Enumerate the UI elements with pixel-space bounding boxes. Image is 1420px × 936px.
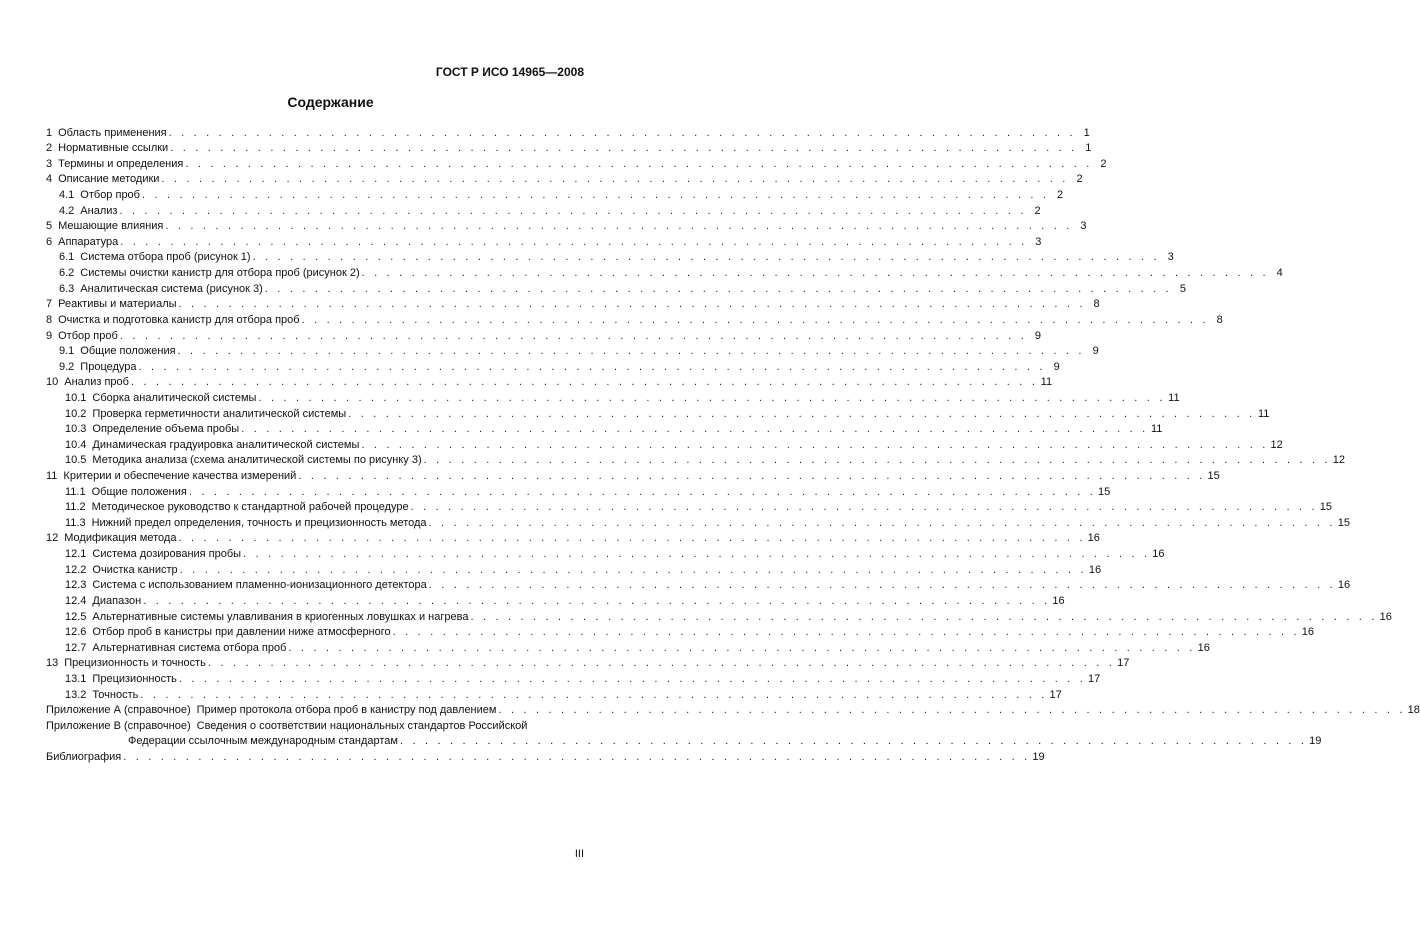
toc-entry-number: 4 [46, 173, 53, 186]
toc-entry-number: 1 [46, 126, 53, 139]
toc-entry-page: 19 [1309, 735, 1322, 748]
toc-entry[interactable] [46, 514, 1350, 530]
toc-entry-number: 4.1 [59, 189, 75, 202]
toc-entry-page: 16 [1088, 563, 1102, 576]
dot-leader: . . . . . . . . . . . . . . . . . . . . . . . . . . . . . . . . . . . . . . . . . . . . . . . . . . . . . . . . . . . . . . . . . . . . . . . . . [410, 501, 1318, 514]
toc-entry-page: 9 [1034, 329, 1041, 342]
dot-leader: . . . . . . . . . . . . . . . . . . . . . . . . . . . . . . . . . . . . . . . . . . . . . . . . . . . . . . . . . . . . . . . . . . . . . . . . . [178, 532, 1086, 545]
toc-entry[interactable] [46, 624, 1315, 640]
toc-entry[interactable] [46, 124, 1090, 140]
dot-leader: . . . . . . . . . . . . . . . . . . . . . . . . . . . . . . . . . . . . . . . . . . . . . . . . . . . . . . . . . . . . . . . . . . . . . . . . . [392, 626, 1300, 639]
toc-entry-title: Термины и определения [58, 157, 184, 170]
toc-entry-page: 3 [1035, 235, 1042, 248]
toc-entry[interactable] [46, 171, 1083, 187]
toc-entry-page: 15 [1337, 516, 1350, 529]
toc-entry[interactable] [46, 499, 1333, 515]
dot-leader: . . . . . . . . . . . . . . . . . . . . . . . . . . . . . . . . . . . . . . . . . . . . . . . . . . . . . . . . . . . . . . . . . . . . . . . . . [168, 126, 1076, 139]
toc-entry-number: 11.3 [65, 516, 86, 529]
toc-entry-page: 16 [1337, 579, 1351, 592]
toc-entry-title: Аппаратура [58, 235, 119, 248]
toc-entry-title: Прецизионность [92, 672, 177, 685]
toc-entry-title: Проверка герметичности аналитической системы [92, 407, 347, 420]
toc-entry-title: Общие положения [80, 345, 176, 358]
toc-entry-number: 12.6 [65, 626, 87, 639]
toc-entry-page: 11 [1168, 391, 1180, 404]
toc-entry-title: Нормативные ссылки [58, 142, 169, 155]
toc-entry[interactable] [46, 655, 1130, 671]
toc-entry[interactable] [46, 186, 1064, 202]
page-title: Содержание [287, 94, 374, 110]
appendix-title: Пример протокола отбора проб в канистру под давлением [196, 704, 497, 717]
toc-entry[interactable] [46, 670, 1101, 686]
toc-entry-page: 2 [1057, 189, 1064, 202]
toc-bibliography[interactable] [46, 748, 1045, 764]
toc-entry-page: 4 [1276, 267, 1283, 280]
toc-entry[interactable] [46, 561, 1102, 577]
toc-entry-number: 10 [46, 376, 59, 389]
toc-entry-number: 6 [46, 235, 53, 248]
dot-leader: . . . . . . . . . . . . . . . . . . . . . . . . . . . . . . . . . . . . . . . . . . . . . . . . . . . . . . . . . . . . . . . . . . . . . . . . . [123, 750, 1031, 763]
toc-entry-title: Сборка аналитической системы [92, 391, 257, 404]
toc-entry-page: 19 [1032, 750, 1045, 763]
dot-leader: . . . . . . . . . . . . . . . . . . . . . . . . . . . . . . . . . . . . . . . . . . . . . . . . . . . . . . . . . . . . . . . . . . . . . . . . . [141, 189, 1050, 202]
toc-entry[interactable] [46, 592, 1065, 608]
toc-entry-title: Альтернативные системы улавливания в криогенных ловушках и нагрева [92, 610, 469, 623]
toc-entry-title: Очистка канистр [92, 563, 178, 576]
dot-leader: . . . . . . . . . . . . . . . . . . . . . . . . . . . . . . . . . . . . . . . . . . . . . . . . . . . . . . . . . . . . . . . . . . . . . . . . . [165, 220, 1073, 233]
toc-entry[interactable] [46, 483, 1111, 499]
page-number: III [574, 848, 584, 860]
appendix-title-line2: Федерации ссылочным международным стандартам [128, 735, 398, 748]
bibliography-title: Библиография [46, 750, 122, 763]
dot-leader: . . . . . . . . . . . . . . . . . . . . . . . . . . . . . . . . . . . . . . . . . . . . . . . . . . . . . . . . . . . . . . . . . . . . . . . . . [243, 548, 1151, 561]
toc-entry[interactable] [46, 327, 1041, 343]
dot-leader: . . . . . . . . . . . . . . . . . . . . . . . . . . . . . . . . . . . . . . . . . . . . . . . . . . . . . . . . . . . . . . . . . . . . . . . . . [264, 282, 1172, 295]
toc-entry[interactable] [46, 140, 1092, 156]
toc-entry-number: 12.5 [65, 610, 87, 623]
toc-entry-number: 4.2 [59, 204, 75, 217]
toc-entry[interactable] [46, 389, 1180, 405]
toc-entry-title: Общие положения [91, 485, 187, 498]
toc-entry-number: 9 [46, 329, 53, 342]
toc-entry-number: 12.2 [65, 563, 87, 576]
toc-entry-title: Динамическая градуировка аналитической системы [92, 438, 360, 451]
toc-entry-title: Отбор проб [80, 189, 140, 202]
dot-leader: . . . . . . . . . . . . . . . . . . . . . . . . . . . . . . . . . . . . . . . . . . . . . . . . . . . . . . . . . . . . . . . . . . . . . . . . . [399, 735, 1308, 748]
appendix-label: Приложение В (справочное) [46, 719, 191, 732]
dot-leader: . . . . . . . . . . . . . . . . . . . . . . . . . . . . . . . . . . . . . . . . . . . . . . . . . . . . . . . . . . . . . . . . . . . . . . . . . [130, 376, 1039, 389]
toc-entry-title: Отбор проб [58, 329, 118, 342]
table-of-contents [46, 124, 1420, 764]
dot-leader: . . . . . . . . . . . . . . . . . . . . . . . . . . . . . . . . . . . . . . . . . . . . . . . . . . . . . . . . . . . . . . . . . . . . . . . . . [423, 454, 1331, 467]
toc-entry[interactable] [46, 311, 1223, 327]
toc-entry-page: 8 [1216, 313, 1223, 326]
dot-leader: . . . . . . . . . . . . . . . . . . . . . . . . . . . . . . . . . . . . . . . . . . . . . . . . . . . . . . . . . . . . . . . . . . . . . . . . . [428, 579, 1336, 592]
toc-entry-title: Система дозирования пробы [92, 548, 242, 561]
dot-leader: . . . . . . . . . . . . . . . . . . . . . . . . . . . . . . . . . . . . . . . . . . . . . . . . . . . . . . . . . . . . . . . . . . . . . . . . . [348, 407, 1256, 420]
toc-entry-page: 15 [1098, 485, 1111, 498]
toc-entry-number: 11.1 [65, 485, 86, 498]
dot-leader: . . . . . . . . . . . . . . . . . . . . . . . . . . . . . . . . . . . . . . . . . . . . . . . . . . . . . . . . . . . . . . . . . . . . . . . . . [179, 563, 1087, 576]
toc-entry-number: 6.3 [59, 282, 75, 295]
dot-leader: . . . . . . . . . . . . . . . . . . . . . . . . . . . . . . . . . . . . . . . . . . . . . . . . . . . . . . . . . . . . . . . . . . . . . . . . . [252, 251, 1160, 264]
dot-leader: . . . . . . . . . . . . . . . . . . . . . . . . . . . . . . . . . . . . . . . . . . . . . . . . . . . . . . . . . . . . . . . . . . . . . . . . . [258, 391, 1166, 404]
toc-entry-number: 12.7 [65, 641, 87, 654]
toc-entry[interactable] [46, 577, 1351, 593]
dot-leader: . . . . . . . . . . . . . . . . . . . . . . . . . . . . . . . . . . . . . . . . . . . . . . . . . . . . . . . . . . . . . . . . . . . . . . . . . [161, 173, 1069, 186]
toc-entry-title: Нижний предел определения, точность и прецизионность метода [91, 516, 427, 529]
toc-entry-number: 12.1 [65, 548, 87, 561]
toc-entry-number: 2 [46, 142, 53, 155]
toc-entry-title: Анализ проб [64, 376, 129, 389]
toc-entry-page: 16 [1197, 641, 1210, 654]
document-header: ГОСТ Р ИСО 14965—2008 [435, 65, 584, 79]
toc-appendix-b[interactable] [46, 717, 1322, 748]
dot-leader: . . . . . . . . . . . . . . . . . . . . . . . . . . . . . . . . . . . . . . . . . . . . . . . . . . . . . . . . . . . . . . . . . . . . . . . . . [470, 610, 1378, 623]
toc-entry-title: Анализ [80, 204, 118, 217]
toc-entry-page: 9 [1053, 360, 1060, 373]
toc-entry-number: 12 [46, 532, 59, 545]
dot-leader: . . . . . . . . . . . . . . . . . . . . . . . . . . . . . . . . . . . . . . . . . . . . . . . . . . . . . . . . . . . . . . . . . . . . . . . . . [143, 594, 1051, 607]
appendix-label: Приложение А (справочное) [46, 704, 191, 717]
toc-entry-page: 16 [1052, 594, 1065, 607]
toc-entry-number: 13 [46, 657, 59, 670]
toc-entry[interactable] [46, 155, 1107, 171]
toc-entry-title: Отбор проб в канистры при давлении ниже атмосферного [92, 626, 391, 639]
toc-entry-number: 9.1 [59, 345, 75, 358]
toc-entry-page: 5 [1179, 282, 1186, 295]
toc-entry[interactable] [46, 530, 1100, 546]
toc-entry-title: Очистка и подготовка канистр для отбора проб [58, 313, 300, 326]
toc-entry[interactable] [46, 233, 1042, 249]
toc-entry-title: Диапазон [92, 594, 142, 607]
toc-entry-page: 15 [1319, 501, 1333, 514]
toc-entry-number: 11.2 [65, 501, 86, 514]
toc-entry-page: 1 [1085, 142, 1092, 155]
toc-entry-title: Система отбора проб (рисунок 1) [80, 251, 251, 264]
toc-entry-title: Точность [92, 688, 139, 701]
toc-entry-title: Альтернативная система отбора проб [92, 641, 287, 654]
toc-entry-page: 17 [1088, 672, 1101, 685]
toc-entry-page: 2 [1076, 173, 1083, 186]
dot-leader: . . . . . . . . . . . . . . . . . . . . . . . . . . . . . . . . . . . . . . . . . . . . . . . . . . . . . . . . . . . . . . . . . . . . . . . . . [188, 485, 1096, 498]
dot-leader: . . . . . . . . . . . . . . . . . . . . . . . . . . . . . . . . . . . . . . . . . . . . . . . . . . . . . . . . . . . . . . . . . . . . . . . . . [177, 345, 1085, 358]
toc-entry-title: Описание методики [58, 173, 160, 186]
toc-entry[interactable] [46, 421, 1163, 437]
toc-entry-number: 7 [46, 298, 53, 311]
toc-entry[interactable] [46, 467, 1220, 483]
toc-entry-page: 17 [1049, 688, 1062, 701]
toc-entry-page: 16 [1301, 626, 1315, 639]
toc-entry[interactable] [46, 202, 1041, 218]
toc-entry-page: 9 [1092, 345, 1099, 358]
toc-entry-number: 10.3 [65, 423, 87, 436]
toc-entry-number: 10.4 [65, 438, 87, 451]
dot-leader: . . . . . . . . . . . . . . . . . . . . . . . . . . . . . . . . . . . . . . . . . . . . . . . . . . . . . . . . . . . . . . . . . . . . . . . . . [140, 688, 1048, 701]
toc-entry-page: 12 [1332, 454, 1346, 467]
toc-entry-page: 8 [1093, 298, 1100, 311]
toc-entry-number: 10.2 [65, 407, 87, 420]
dot-leader: . . . . . . . . . . . . . . . . . . . . . . . . . . . . . . . . . . . . . . . . . . . . . . . . . . . . . . . . . . . . . . . . . . . . . . . . . [361, 438, 1269, 451]
toc-entry-page: 2 [1034, 204, 1041, 217]
toc-entry-number: 13.1 [65, 672, 87, 685]
dot-leader: . . . . . . . . . . . . . . . . . . . . . . . . . . . . . . . . . . . . . . . . . . . . . . . . . . . . . . . . . . . . . . . . . . . . . . . . . [288, 641, 1196, 654]
toc-entry-page: 11 [1257, 407, 1270, 420]
toc-entry-page: 16 [1152, 548, 1165, 561]
toc-entry-page: 15 [1207, 470, 1220, 483]
toc-entry-title: Методическое руководство к стандартной рабочей процедуре [91, 501, 409, 514]
toc-entry-page: 16 [1379, 610, 1392, 623]
toc-entry-number: 8 [46, 313, 53, 326]
toc-entry-title: Область применения [58, 126, 167, 139]
toc-entry-title: Процедура [80, 360, 137, 373]
toc-entry-number: 12.3 [65, 579, 87, 592]
toc-entry[interactable] [46, 545, 1165, 561]
toc-entry-title: Реактивы и материалы [58, 298, 177, 311]
toc-entry-page: 11 [1150, 423, 1163, 436]
toc-entry[interactable] [46, 374, 1053, 390]
toc-appendix-a[interactable] [46, 702, 1420, 718]
dot-leader: . . . . . . . . . . . . . . . . . . . . . . . . . . . . . . . . . . . . . . . . . . . . . . . . . . . . . . . . . . . . . . . . . . . . . . . . . [120, 235, 1028, 248]
dot-leader: . . . . . . . . . . . . . . . . . . . . . . . . . . . . . . . . . . . . . . . . . . . . . . . . . . . . . . . . . . . . . . . . . . . . . . . . . [119, 204, 1027, 217]
toc-entry-number: 6.1 [59, 251, 75, 264]
toc-entry-page: 2 [1100, 157, 1107, 170]
toc-entry-page: 3 [1080, 220, 1087, 233]
toc-entry-number: 10.5 [65, 454, 87, 467]
dot-leader: . . . . . . . . . . . . . . . . . . . . . . . . . . . . . . . . . . . . . . . . . . . . . . . . . . . . . . . . . . . . . . . . . . . . . . . . . [498, 704, 1406, 717]
toc-entry-title: Система с использованием пламенно-ионизационного детектора [92, 579, 427, 592]
toc-entry[interactable] [46, 436, 1283, 452]
dot-leader: . . . . . . . . . . . . . . . . . . . . . . . . . . . . . . . . . . . . . . . . . . . . . . . . . . . . . . . . . . . . . . . . . . . . . . . . . [138, 360, 1046, 373]
dot-leader: . . . . . . . . . . . . . . . . . . . . . . . . . . . . . . . . . . . . . . . . . . . . . . . . . . . . . . . . . . . . . . . . . . . . . . . . . [241, 423, 1149, 436]
toc-entry-title: Методика анализа (схема аналитической системы по рисунку 3) [92, 454, 422, 467]
dot-leader: . . . . . . . . . . . . . . . . . . . . . . . . . . . . . . . . . . . . . . . . . . . . . . . . . . . . . . . . . . . . . . . . . . . . . . . . . [178, 672, 1087, 685]
toc-entry-number: 5 [46, 220, 53, 233]
toc-entry[interactable] [46, 452, 1346, 468]
toc-entry-number: 9.2 [59, 360, 75, 373]
toc-entry-page: 18 [1407, 704, 1420, 717]
toc-entry-number: 11 [46, 470, 58, 483]
toc-entry[interactable] [46, 343, 1099, 359]
toc-entry-title: Системы очистки канистр для отбора проб (рисунок 2) [80, 267, 360, 280]
toc-entry-title: Прецизионность и точность [64, 657, 206, 670]
dot-leader: . . . . . . . . . . . . . . . . . . . . . . . . . . . . . . . . . . . . . . . . . . . . . . . . . . . . . . . . . . . . . . . . . . . . . . . . . [178, 298, 1086, 311]
toc-entry-number: 13.2 [65, 688, 87, 701]
toc-entry-page: 17 [1117, 657, 1130, 670]
toc-entry-number: 3 [46, 157, 53, 170]
toc-entry-number: 12.4 [65, 594, 87, 607]
toc-entry[interactable] [46, 405, 1270, 421]
toc-entry[interactable] [46, 218, 1087, 234]
toc-entry-page: 3 [1167, 251, 1174, 264]
dot-leader: . . . . . . . . . . . . . . . . . . . . . . . . . . . . . . . . . . . . . . . . . . . . . . . . . . . . . . . . . . . . . . . . . . . . . . . . . [207, 657, 1116, 670]
dot-leader: . . . . . . . . . . . . . . . . . . . . . . . . . . . . . . . . . . . . . . . . . . . . . . . . . . . . . . . . . . . . . . . . . . . . . . . . . [361, 267, 1269, 280]
toc-entry-page: 11 [1040, 376, 1053, 389]
toc-entry[interactable] [46, 296, 1100, 312]
toc-entry-number: 10.1 [65, 391, 87, 404]
toc-entry-page: 16 [1087, 532, 1100, 545]
toc-entry-number: 6.2 [59, 267, 75, 280]
toc-entry-title: Критерии и обеспечение качества измерений [63, 470, 297, 483]
toc-entry-page: 1 [1083, 126, 1090, 139]
dot-leader: . . . . . . . . . . . . . . . . . . . . . . . . . . . . . . . . . . . . . . . . . . . . . . . . . . . . . . . . . . . . . . . . . . . . . . . . . [428, 516, 1336, 529]
toc-entry[interactable] [46, 358, 1060, 374]
toc-entry[interactable] [46, 280, 1186, 296]
toc-entry-title: Определение объема пробы [92, 423, 240, 436]
dot-leader: . . . . . . . . . . . . . . . . . . . . . . . . . . . . . . . . . . . . . . . . . . . . . . . . . . . . . . . . . . . . . . . . . . . . . . . . . [119, 329, 1027, 342]
toc-entry-page: 12 [1270, 438, 1283, 451]
dot-leader: . . . . . . . . . . . . . . . . . . . . . . . . . . . . . . . . . . . . . . . . . . . . . . . . . . . . . . . . . . . . . . . . . . . . . . . . . [298, 470, 1206, 483]
appendix-title-line1: Сведения о соответствии национальных стандартов Российской [196, 719, 528, 732]
dot-leader: . . . . . . . . . . . . . . . . . . . . . . . . . . . . . . . . . . . . . . . . . . . . . . . . . . . . . . . . . . . . . . . . . . . . . . . . . [301, 313, 1209, 326]
toc-entry[interactable] [46, 608, 1392, 624]
toc-entry-title: Модификация метода [64, 532, 177, 545]
toc-entry[interactable] [46, 249, 1174, 265]
toc-entry[interactable] [46, 639, 1210, 655]
toc-entry-title: Аналитическая система (рисунок 3) [80, 282, 263, 295]
dot-leader: . . . . . . . . . . . . . . . . . . . . . . . . . . . . . . . . . . . . . . . . . . . . . . . . . . . . . . . . . . . . . . . . . . . . . . . . . [170, 142, 1078, 155]
dot-leader: . . . . . . . . . . . . . . . . . . . . . . . . . . . . . . . . . . . . . . . . . . . . . . . . . . . . . . . . . . . . . . . . . . . . . . . . . [185, 157, 1093, 170]
toc-entry[interactable] [46, 686, 1062, 702]
toc-entry[interactable] [46, 264, 1283, 280]
toc-entry-title: Мешающие влияния [58, 220, 164, 233]
